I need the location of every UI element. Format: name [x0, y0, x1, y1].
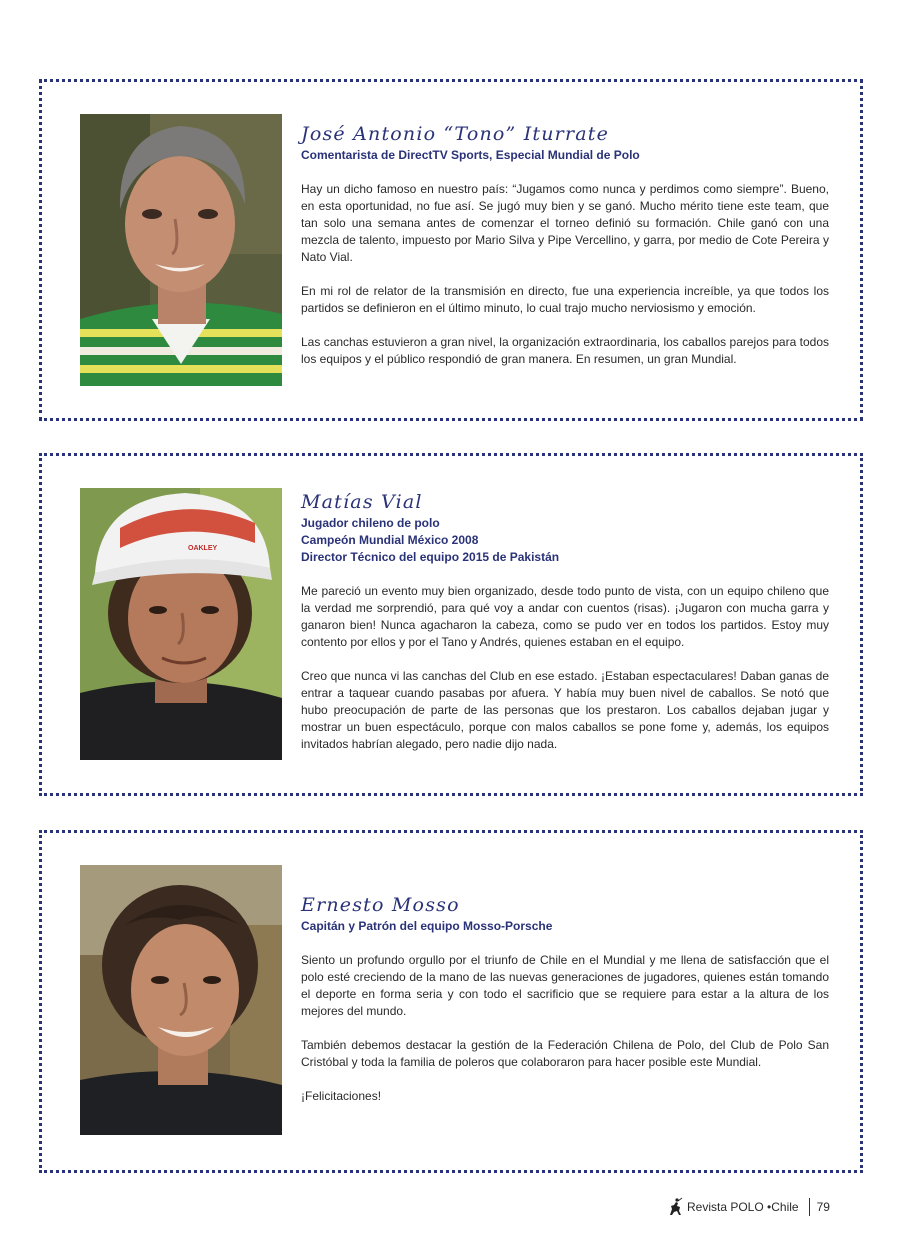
polo-player-icon	[667, 1197, 683, 1217]
testimonial-paragraph: Hay un dicho famoso en nuestro país: “Jugamos como nunca y perdimos como siempre”. Bueno, en esta oportunidad, no fue así. Se jugó muy bien y se ganó. Mucho mérito tiene este team, que tan solo una semana antes de comenzar el torneo definió su formación. Chile ganó con una mezcla de talento, impuesto por Mario Silva y Pipe Vercellino, y garra, por medio de Cote Pereira y Nato Vial.	[301, 182, 829, 264]
testimonial-paragraph: Creo que nunca vi las canchas del Club en ese estado. ¡Estaban espectaculares! Daban ganas de entrar a taquear cuando pasabas por afuera. Y había muy buen nivel de caballos. Se notó que hubo preocupación de parte de las personas que los prestaron. Los caballos dejaban jugar y mostrar un buen espectáculo, porque con malos caballos se pone fome y, además, los equipos invitados habrían alegado, pero nadie dijo nada.	[301, 669, 829, 751]
footer-divider	[809, 1198, 810, 1216]
testimonial-text-vial	[301, 491, 829, 753]
person-role: Comentarista de DirectTV Sports, Especial Mundial de Polo	[301, 148, 640, 162]
testimonial-paragraph: En mi rol de relator de la transmisión en directo, fue una experiencia increíble, ya que todos los partidos se definieron en el último minuto, lo cual trajo mucho nerviosismo y emoción.	[301, 284, 829, 315]
portrait-photo-iturrate	[80, 114, 282, 386]
page-number: 79	[816, 1200, 830, 1214]
person-name: Ernesto Mosso	[301, 894, 460, 916]
cap-logo-text: OAKLEY	[188, 545, 218, 552]
portrait-photo-mosso	[80, 865, 282, 1135]
portrait-mosso-image	[80, 865, 282, 1135]
person-role: Jugador chileno de polo	[301, 516, 440, 530]
testimonial-paragraph: Siento un profundo orgullo por el triunfo de Chile en el Mundial y me llena de satisfacción que el polo esté creciendo de la mano de las nuevas generaciones de jugadores, quienes están tomando el deporte en forma seria y con todo el sacrificio que se requiere para estar a la altura de los mejores del mundo.	[301, 953, 829, 1018]
testimonial-paragraph: Me pareció un evento muy bien organizado, desde todo punto de vista, con un equipo chileno que la verdad me sorprendió, para qué voy a andar con cuentos (risas). ¡Jugaron con mucha garra y ganaron bien! Nunca agacharon la cabeza, como se pudo ver en todos los partidos. Estoy muy contento por ellos y por el Tano y Andrés, quienes estaban en el equipo.	[301, 584, 829, 649]
portrait-vial-image	[80, 488, 282, 760]
testimonial-paragraph: Las canchas estuvieron a gran nivel, la organización extraordinaria, los caballos parejos para todos los equipos y el público respondió de gran manera. En resumen, un gran Mundial.	[301, 335, 829, 366]
person-role: Capitán y Patrón del equipo Mosso-Porsche	[301, 919, 553, 933]
testimonial-paragraph: ¡Felicitaciones!	[301, 1089, 382, 1103]
person-role: Campeón Mundial México 2008	[301, 533, 479, 547]
testimonial-box-mosso	[39, 830, 863, 1173]
testimonial-text-iturrate	[301, 123, 829, 368]
person-name: Matías Vial	[301, 491, 423, 513]
page-footer	[667, 1197, 830, 1217]
testimonial-paragraph: También debemos destacar la gestión de la Federación Chilena de Polo, del Club de Polo San Cristóbal y toda la familia de poleros que colaboraron para hacer posible este Mundial.	[301, 1038, 829, 1069]
testimonial-box-iturrate	[39, 79, 863, 421]
testimonial-text-mosso	[301, 894, 829, 1105]
portrait-photo-vial	[80, 488, 282, 760]
portrait-iturrate-image	[80, 114, 282, 386]
person-name: José Antonio “Tono” Iturrate	[301, 123, 610, 145]
testimonial-box-vial	[39, 453, 863, 796]
person-role: Director Técnico del equipo 2015 de Pakistán	[301, 550, 560, 564]
magazine-name: Revista POLO •Chile	[687, 1200, 799, 1214]
